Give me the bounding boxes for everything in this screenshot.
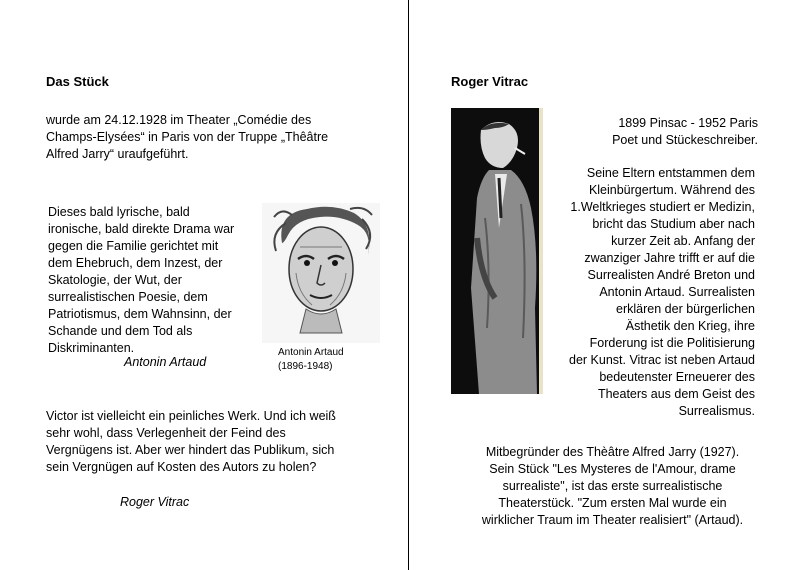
artaud-quote-author: Antonin Artaud bbox=[124, 355, 207, 369]
artaud-quote: Dieses bald lyrische, bald ironische, bald direkte Drama war gegen die Familie gerichtet mit dem Ehebruch, dem Inzest, der Skatologie, der Wut, der surrealistischen Poesie, dem Patriotismus, dem Wahnsinn, der Schande und dem Tod als Diskriminanten. bbox=[48, 205, 235, 355]
vitrac-quote: Victor ist vielleicht ein peinliches Werk. Und ich weiß sehr wohl, dass Verlegenheit der Feind des Vergnügens ist. Aber wer hindert das Publikum, sich sein Vergnügen auf Kosten des Autors zu holen? bbox=[46, 409, 336, 474]
vitrac-quote-author: Roger Vitrac bbox=[120, 495, 190, 509]
right-heading: Roger Vitrac bbox=[451, 74, 529, 89]
vitrac-photo bbox=[451, 108, 543, 394]
vitrac-bio: Seine Eltern entstammen dem Kleinbürgertum. Während des 1.Weltkrieges studiert er Medizin, bricht das Studium aber nach kurzer Zeit ab. Anfang der zwanziger Jahre trifft er auf die Surrealisten André Breton und Antonin Artaud. Surrealisten erklären der bürgerlichen Ästhetik den Krieg, ihre Forderung ist die Politisierung der Kunst. Vitrac ist neben Artaud bedeutenster Erneuerer des Theaters aus dem Geist des Surrealismus. bbox=[569, 166, 755, 418]
left-heading: Das Stück bbox=[46, 74, 109, 89]
portrait-caption: Antonin Artaud (1896-1948) bbox=[278, 347, 344, 372]
premiere-text: wurde am 24.12.1928 im Theater „Comédie des Champs-Elysées“ in Paris von der Truppe „Thêâtre Alfred Jarry“ uraufgeführt. bbox=[46, 113, 329, 161]
vitrac-founder-text: Mitbegründer des Thèâtre Alfred Jarry (1927). Sein Stück "Les Mysteres de l'Amour, drame surrealiste", ist das erste surrealistische Theaterstück. "Zum ersten Mal wurde ein wirklicher Traum im Theater realisiert" (Artaud). bbox=[481, 445, 744, 527]
page-divider bbox=[408, 0, 409, 570]
artaud-portrait bbox=[262, 203, 380, 343]
vitrac-dates: 1899 Pinsac - 1952 Paris Poet und Stückeschreiber. bbox=[612, 116, 758, 147]
